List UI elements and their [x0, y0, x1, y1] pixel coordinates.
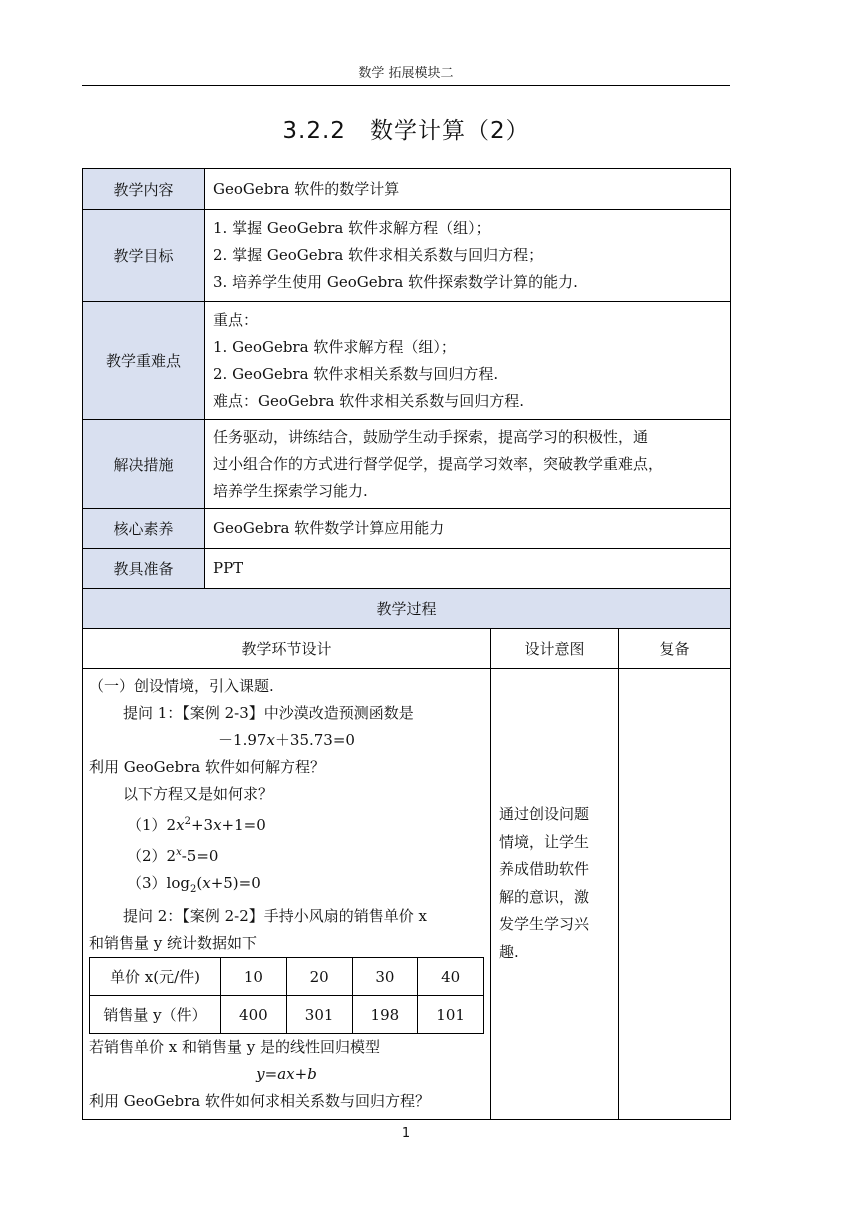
measure-line: 任务驱动，讲练结合，鼓励学生动手探索，提高学习的积极性，通	[213, 427, 649, 446]
goal-line: 2. 掌握 GeoGebra 软件求相关系数与回归方程；	[213, 246, 544, 264]
value-tools: PPT	[205, 549, 731, 589]
goal-line: 1. 掌握 GeoGebra 软件求解方程（组）；	[213, 219, 491, 237]
table-row	[90, 958, 484, 996]
keypoint-line: 难点：GeoGebra 软件求相关系数与回归方程.	[213, 391, 525, 410]
label-goals: 教学目标	[83, 210, 205, 302]
table-cell: 20	[286, 958, 352, 996]
page-header: 数学 拓展模块二	[358, 66, 454, 81]
section-title: 教学过程	[83, 589, 731, 629]
design-content	[83, 669, 491, 1120]
lesson-plan-table	[82, 168, 731, 1120]
after-table-line: 若销售单价 x 和销售量 y 是的线性回归模型	[89, 1038, 381, 1056]
row-process-headers	[83, 629, 731, 669]
measure-line: 过小组合作的方式进行督学促学，提高学习效率，突破教学重难点，	[213, 454, 664, 473]
row-content	[83, 169, 731, 210]
ask-line-3: 利用 GeoGebra 软件如何求相关系数与回归方程？	[89, 1092, 431, 1110]
measure-line: 培养学生探索学习能力.	[213, 481, 368, 500]
row-label-sales: 销售量 y（件）	[90, 996, 221, 1034]
col-header-design: 教学环节设计	[83, 629, 491, 669]
model-equation: y=ax+b	[256, 1065, 317, 1083]
section-heading: （一）创设情境，引入课题.	[89, 677, 274, 695]
label-content: 教学内容	[83, 169, 205, 210]
value-content: GeoGebra 软件的数学计算	[205, 169, 731, 210]
intent-line: 养成借助软件	[499, 860, 590, 878]
equation-b: $(2)2^x-5=0$	[127, 847, 219, 865]
table-row	[90, 996, 484, 1034]
question-1: 提问 1：【案例 2-3】中沙漠改造预测函数是	[123, 704, 414, 722]
table-cell: 10	[221, 958, 287, 996]
col-header-intent: 设计意图	[491, 629, 619, 669]
table-cell: 101	[418, 996, 484, 1034]
label-literacy: 核心素养	[83, 509, 205, 549]
row-measures	[83, 420, 731, 509]
intent-line: 情境，让学生	[499, 832, 590, 851]
value-literacy: GeoGebra 软件数学计算应用能力	[205, 509, 731, 549]
value-measures	[205, 420, 731, 509]
intent-line: 通过创设问题	[499, 805, 590, 823]
label-tools: 教具准备	[83, 549, 205, 589]
ask-line-1: 利用 GeoGebra 软件如何解方程？	[89, 758, 326, 776]
col-header-prep: 复备	[619, 629, 731, 669]
row-process-content	[83, 669, 731, 1120]
keypoint-line: 2. GeoGebra 软件求相关系数与回归方程.	[213, 364, 499, 383]
page-number: 1	[401, 1126, 411, 1141]
row-label-price: 单价 x(元/件)	[90, 958, 221, 996]
equation-1: －1.97x＋35.73=0	[218, 731, 355, 749]
prep-cell	[619, 669, 731, 1120]
question-2-line-1: 提问 2：【案例 2-2】手持小风扇的销售单价 x	[123, 907, 427, 925]
keypoint-line: 1. GeoGebra 软件求解方程（组）；	[213, 337, 456, 356]
table-cell: 40	[418, 958, 484, 996]
table-cell: 30	[352, 958, 418, 996]
equation-a: $(1)2x^2+3x+1=0$	[127, 816, 266, 834]
keypoint-line: 重点：	[213, 310, 259, 329]
page-title: 3.2.2 数学计算（2）	[282, 118, 530, 144]
table-cell: 400	[221, 996, 287, 1034]
row-goals	[83, 210, 731, 302]
row-literacy	[83, 509, 731, 549]
goal-line: 3. 培养学生使用 GeoGebra 软件探索数学计算的能力.	[213, 273, 578, 291]
value-goals	[205, 210, 731, 302]
intent-cell	[491, 669, 619, 1120]
sales-data-table	[89, 957, 484, 1034]
intent-line: 趣.	[499, 942, 519, 961]
intent-line: 发学生学习兴	[499, 915, 590, 933]
intent-line: 解的意识，激	[499, 887, 590, 906]
label-keypoints: 教学重难点	[83, 302, 205, 420]
table-cell: 301	[286, 996, 352, 1034]
label-measures: 解决措施	[83, 420, 205, 509]
row-keypoints	[83, 302, 731, 420]
ask-line-2: 以下方程又是如何求？	[123, 785, 274, 803]
value-keypoints	[205, 302, 731, 420]
row-tools	[83, 549, 731, 589]
header-rule	[82, 85, 730, 86]
row-process-title	[83, 589, 731, 629]
table-cell: 198	[352, 996, 418, 1034]
question-2-line-2: 和销售量 y 统计数据如下	[89, 934, 258, 952]
equation-c: $(3)\log_2(x+5)=0$	[127, 874, 261, 895]
